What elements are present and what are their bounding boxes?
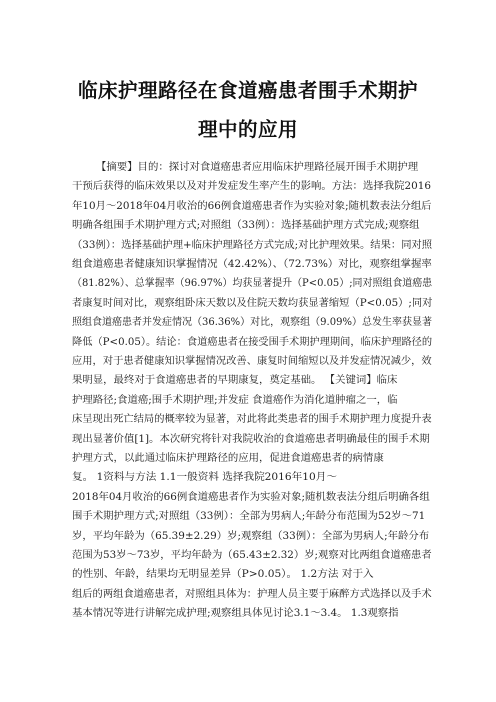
body-text-line: 应用，对于患者健康知识掌握情况改善、康复时间缩短以及并发症情况减少，效 [72, 355, 432, 367]
body-text-line: （33例）：选择基础护理+临床护理路径方式完成;对比护理效果。结果：同对照 [72, 238, 433, 251]
body-text-line: 年10月～2018年04月收治的66例食道癌患者作为实验对象;随机数表法分组后 [72, 199, 432, 212]
body-text-line: 组食道癌患者健康知识掌握情况（42.42%）、（72.73%）对比，观察组掌握率 [72, 258, 432, 270]
body-text-line: 护理路径;食道癌;围手术期护理;并发症 食道癌作为消化道肿瘤之一，临 [72, 393, 398, 406]
body-text-line: 的性别、年龄，结果均无明显差异（P>0.05）。 1.2方法 对于入 [72, 568, 374, 581]
body-text-line: 2018年04月收治的66例食道癌患者作为实验对象;随机数表法分组后明确各组 [72, 490, 430, 503]
body-text-line: 护理方式，以此通过临床护理路径的应用，促进食道癌患者的病情康 [72, 452, 384, 464]
body-text-line: 床呈现出死亡结局的概率较为显著，对此将此类患者的围手术期护理力度提升表 [72, 413, 432, 426]
paper-title-line-2: 理中的应用 [197, 118, 298, 141]
body-text-line: 者康复时间对比，观察组卧床天数以及住院天数均获显著缩短（P<0.05）;同对 [72, 296, 433, 309]
body-text-line: 范围为53岁～73岁，平均年龄为（65.43±2.32）岁;观察对比两组食道癌患者 [72, 549, 432, 561]
body-text-line: 现出显著价值[1]。本次研究将针对我院收治的食道癌患者明确最佳的围手术期 [72, 432, 430, 445]
body-text-line: 果明显，最终对于食道癌患者的早期康复，奠定基础。 【关键词】临床 [72, 374, 398, 387]
paper-title-line-1: 临床护理路径在食道癌患者围手术期护 [77, 79, 418, 102]
body-text-line: 干预后获得的临床效果以及对并发症发生率产生的影响。方法：选择我院2016 [72, 180, 431, 193]
body-text-line: （81.82%）、总掌握率（96.97%）均获显著提升（P<0.05）;同对照组食道癌患 [72, 277, 433, 290]
body-text-line: 明确各组围手术期护理方式;对照组（33例）：选择基础护理方式完成;观察组 [72, 219, 420, 232]
body-text-line: 照组食道癌患者并发症情况（36.36%）对比，观察组（9.09%）总发生率获显著 [72, 316, 432, 329]
body-text-line: 组后的两组食道癌患者，对照组具体为：护理人员主要于麻醉方式选择以及手术 [72, 587, 432, 600]
body-text-line: 围手术期护理方式;对照组（33例）：全部为男病人;年龄分布范围为52岁～71 [72, 510, 426, 523]
body-text-line: 【摘要】目的：探讨对食道癌患者应用临床护理路径展开围手术期护理 [96, 161, 419, 173]
body-text-line: 基本情况等进行讲解完成护理;观察组具体见讨论3.1～3.4。 1.3观察指 [72, 607, 399, 620]
body-text-line: 复。 1资料与方法 1.1一般资料 选择我院2016年10月～ [72, 471, 337, 484]
body-text-line: 岁，平均年龄为（65.39±2.29）岁;观察组（33例）：全部为男病人;年龄分布 [72, 529, 430, 542]
body-text-line: 降低（P<0.05）。结论：食道癌患者在接受围手术期护理期间，临床护理路径的 [72, 335, 433, 348]
